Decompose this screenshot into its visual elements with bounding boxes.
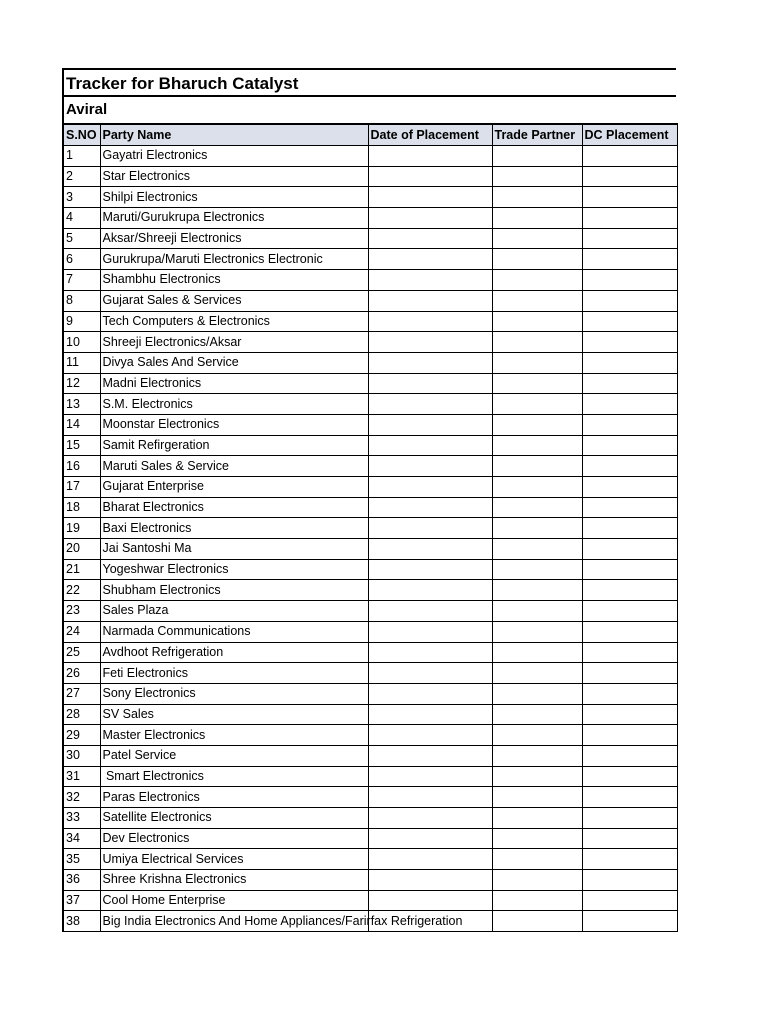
cell-dc-placement[interactable] [582, 642, 677, 663]
table-row [63, 704, 677, 725]
cell-party-name[interactable] [100, 394, 368, 415]
cell-dc-placement[interactable] [582, 911, 677, 932]
cell-dc-placement[interactable] [582, 146, 677, 167]
cell-party-name[interactable] [100, 187, 368, 208]
party-name-text: Shreeji Electronics/Aksar [102, 334, 242, 349]
cell-trade-partner[interactable] [492, 228, 582, 249]
cell-dc-placement[interactable] [582, 249, 677, 270]
cell-date-of-placement[interactable] [368, 208, 492, 229]
cell-party-name[interactable] [100, 849, 368, 870]
cell-trade-partner[interactable] [492, 725, 582, 746]
party-name-text: Shambhu Electronics [102, 272, 221, 287]
table-row [63, 332, 677, 353]
cell-trade-partner[interactable] [492, 249, 582, 270]
cell-date-of-placement[interactable] [368, 146, 492, 167]
cell-sno[interactable]: 10 [63, 332, 100, 353]
cell-sno[interactable]: 8 [63, 290, 100, 311]
table-row [63, 725, 677, 746]
party-name-text: Feti Electronics [102, 665, 188, 680]
cell-dc-placement[interactable] [582, 828, 677, 849]
cell-dc-placement[interactable] [582, 683, 677, 704]
cell-trade-partner[interactable] [492, 601, 582, 622]
cell-sno[interactable]: 7 [63, 270, 100, 291]
cell-trade-partner[interactable] [492, 146, 582, 167]
table-row [63, 518, 677, 539]
party-name-text: Baxi Electronics [102, 520, 192, 535]
cell-trade-partner[interactable] [492, 808, 582, 829]
table-row [63, 890, 677, 911]
cell-sno[interactable]: 35 [63, 849, 100, 870]
cell-trade-partner[interactable] [492, 290, 582, 311]
cell-trade-partner[interactable] [492, 559, 582, 580]
cell-dc-placement[interactable] [582, 766, 677, 787]
cell-party-name[interactable] [100, 208, 368, 229]
party-name-text: Gayatri Electronics [102, 148, 208, 163]
cell-party-name[interactable] [100, 539, 368, 560]
cell-dc-placement[interactable] [582, 601, 677, 622]
table-row [63, 828, 677, 849]
party-name-text: Dev Electronics [102, 831, 190, 846]
cell-trade-partner[interactable] [492, 704, 582, 725]
cell-sno[interactable]: 38 [63, 911, 100, 932]
cell-dc-placement[interactable] [582, 228, 677, 249]
cell-date-of-placement[interactable] [368, 394, 492, 415]
cell-sno[interactable]: 34 [63, 828, 100, 849]
cell-party-name[interactable] [100, 890, 368, 911]
table-row [63, 249, 677, 270]
cell-party-name[interactable] [100, 642, 368, 663]
cell-dc-placement[interactable] [582, 559, 677, 580]
cell-sno[interactable]: 21 [63, 559, 100, 580]
cell-sno[interactable]: 32 [63, 787, 100, 808]
cell-date-of-placement[interactable] [368, 166, 492, 187]
cell-date-of-placement[interactable] [368, 828, 492, 849]
tracker-table [62, 123, 678, 932]
party-name-text: Moonstar Electronics [102, 417, 220, 432]
cell-sno[interactable]: 30 [63, 745, 100, 766]
cell-party-name[interactable] [100, 808, 368, 829]
cell-date-of-placement[interactable] [368, 414, 492, 435]
table-row [63, 580, 677, 601]
column-header-trade-partner[interactable]: Trade Partner [492, 124, 582, 146]
cell-trade-partner[interactable] [492, 539, 582, 560]
cell-party-name[interactable] [100, 228, 368, 249]
table-row [63, 663, 677, 684]
table-row [63, 766, 677, 787]
cell-dc-placement[interactable] [582, 332, 677, 353]
cell-party-name[interactable] [100, 725, 368, 746]
cell-party-name[interactable] [100, 249, 368, 270]
cell-sno[interactable]: 14 [63, 414, 100, 435]
cell-party-name[interactable] [100, 311, 368, 332]
party-name-text: Master Electronics [102, 727, 206, 742]
table-row [63, 745, 677, 766]
cell-trade-partner[interactable] [492, 394, 582, 415]
cell-date-of-placement[interactable] [368, 808, 492, 829]
table-row [63, 311, 677, 332]
cell-party-name[interactable] [100, 683, 368, 704]
cell-dc-placement[interactable] [582, 849, 677, 870]
cell-party-name[interactable] [100, 870, 368, 891]
party-name-text: Samit Refirgeration [102, 437, 210, 452]
cell-sno[interactable]: 16 [63, 456, 100, 477]
cell-sno[interactable]: 2 [63, 166, 100, 187]
party-name-text: Gurukrupa/Maruti Electronics Electronic [102, 251, 323, 266]
cell-party-name[interactable] [100, 270, 368, 291]
cell-trade-partner[interactable] [492, 890, 582, 911]
cell-trade-partner[interactable] [492, 787, 582, 808]
party-name-text: Bharat Electronics [102, 500, 204, 515]
cell-dc-placement[interactable] [582, 890, 677, 911]
cell-date-of-placement[interactable] [368, 601, 492, 622]
cell-trade-partner[interactable] [492, 497, 582, 518]
party-name-text: SV Sales [102, 706, 154, 721]
cell-date-of-placement[interactable] [368, 683, 492, 704]
cell-sno[interactable]: 28 [63, 704, 100, 725]
cell-sno[interactable]: 25 [63, 642, 100, 663]
party-name-text: Patel Service [102, 748, 177, 763]
cell-sno[interactable]: 27 [63, 683, 100, 704]
table-row [63, 683, 677, 704]
cell-date-of-placement[interactable] [368, 559, 492, 580]
cell-date-of-placement[interactable] [368, 373, 492, 394]
table-row [63, 290, 677, 311]
cell-party-name[interactable] [100, 621, 368, 642]
table-row [63, 601, 677, 622]
cell-date-of-placement[interactable] [368, 870, 492, 891]
column-header-date-of-placement[interactable]: Date of Placement [368, 124, 492, 146]
cell-sno[interactable]: 17 [63, 477, 100, 498]
cell-party-name[interactable] [100, 290, 368, 311]
party-name-text: Narmada Communications [102, 624, 251, 639]
cell-party-name[interactable] [100, 456, 368, 477]
party-name-text: Sony Electronics [102, 686, 196, 701]
party-name-text: Cool Home Enterprise [102, 893, 226, 908]
sheet-subtitle: Aviral [62, 97, 676, 123]
party-name-text: Satellite Electronics [102, 810, 212, 825]
cell-date-of-placement[interactable] [368, 270, 492, 291]
party-name-text: Gujarat Sales & Services [102, 293, 242, 308]
cell-dc-placement[interactable] [582, 663, 677, 684]
cell-trade-partner[interactable] [492, 435, 582, 456]
cell-party-name[interactable] [100, 435, 368, 456]
party-name-text: Sales Plaza [102, 603, 169, 618]
cell-trade-partner[interactable] [492, 311, 582, 332]
table-row [63, 559, 677, 580]
cell-date-of-placement[interactable] [368, 642, 492, 663]
party-name-text: Shilpi Electronics [102, 189, 198, 204]
cell-date-of-placement[interactable] [368, 787, 492, 808]
cell-sno[interactable]: 18 [63, 497, 100, 518]
cell-sno[interactable]: 15 [63, 435, 100, 456]
cell-trade-partner[interactable] [492, 332, 582, 353]
cell-sno[interactable]: 36 [63, 870, 100, 891]
cell-dc-placement[interactable] [582, 187, 677, 208]
cell-date-of-placement[interactable] [368, 766, 492, 787]
cell-trade-partner[interactable] [492, 683, 582, 704]
table-row [63, 456, 677, 477]
cell-party-name[interactable] [100, 745, 368, 766]
party-name-text: S.M. Electronics [102, 396, 193, 411]
cell-party-name[interactable] [100, 828, 368, 849]
cell-trade-partner[interactable] [492, 518, 582, 539]
cell-trade-partner[interactable] [492, 745, 582, 766]
party-name-text: Aksar/Shreeji Electronics [102, 231, 242, 246]
table-row [63, 849, 677, 870]
cell-date-of-placement[interactable] [368, 849, 492, 870]
cell-dc-placement[interactable] [582, 208, 677, 229]
cell-trade-partner[interactable] [492, 663, 582, 684]
cell-sno[interactable]: 22 [63, 580, 100, 601]
table-row [63, 911, 677, 932]
table-row [63, 497, 677, 518]
cell-party-name[interactable] [100, 146, 368, 167]
cell-trade-partner[interactable] [492, 187, 582, 208]
cell-trade-partner[interactable] [492, 166, 582, 187]
cell-party-name[interactable] [100, 332, 368, 353]
party-name-text: Smart Electronics [102, 768, 204, 783]
cell-date-of-placement[interactable] [368, 497, 492, 518]
cell-trade-partner[interactable] [492, 414, 582, 435]
table-row [63, 352, 677, 373]
sheet-title: Tracker for Bharuch Catalyst [62, 68, 676, 97]
cell-date-of-placement[interactable] [368, 518, 492, 539]
cell-date-of-placement[interactable] [368, 580, 492, 601]
cell-dc-placement[interactable] [582, 580, 677, 601]
cell-date-of-placement[interactable] [368, 745, 492, 766]
cell-sno[interactable]: 23 [63, 601, 100, 622]
column-header-party-name[interactable]: Party Name [100, 124, 368, 146]
cell-date-of-placement[interactable] [368, 228, 492, 249]
cell-dc-placement[interactable] [582, 290, 677, 311]
cell-dc-placement[interactable] [582, 745, 677, 766]
party-name-text: Avdhoot Refrigeration [102, 644, 224, 659]
cell-date-of-placement[interactable] [368, 890, 492, 911]
cell-dc-placement[interactable] [582, 270, 677, 291]
cell-party-name[interactable] [100, 559, 368, 580]
party-name-text: Umiya Electrical Services [102, 851, 244, 866]
header-row [63, 124, 677, 146]
party-name-text: Divya Sales And Service [102, 355, 239, 370]
cell-date-of-placement[interactable] [368, 435, 492, 456]
column-header-sno[interactable]: S.NO [63, 124, 100, 146]
cell-trade-partner[interactable] [492, 270, 582, 291]
cell-dc-placement[interactable] [582, 456, 677, 477]
cell-party-name[interactable] [100, 580, 368, 601]
cell-sno[interactable]: 26 [63, 663, 100, 684]
party-name-text: Jai Santoshi Ma [102, 541, 192, 556]
cell-dc-placement[interactable] [582, 373, 677, 394]
cell-party-name[interactable] [100, 166, 368, 187]
cell-party-name[interactable] [100, 601, 368, 622]
party-name-text: Tech Computers & Electronics [102, 313, 270, 328]
cell-sno[interactable]: 20 [63, 539, 100, 560]
cell-dc-placement[interactable] [582, 414, 677, 435]
cell-dc-placement[interactable] [582, 518, 677, 539]
table-row [63, 187, 677, 208]
cell-party-name[interactable] [100, 373, 368, 394]
cell-sno[interactable]: 4 [63, 208, 100, 229]
party-name-text: Paras Electronics [102, 789, 200, 804]
cell-sno[interactable]: 1 [63, 146, 100, 167]
cell-trade-partner[interactable] [492, 477, 582, 498]
party-name-text: Big India Electronics And Home Appliances/Farirfax Refrigeration [102, 913, 463, 928]
cell-sno[interactable]: 9 [63, 311, 100, 332]
table-body [63, 146, 677, 932]
cell-party-name[interactable] [100, 518, 368, 539]
cell-dc-placement[interactable] [582, 311, 677, 332]
cell-dc-placement[interactable] [582, 539, 677, 560]
cell-dc-placement[interactable] [582, 870, 677, 891]
cell-sno[interactable]: 24 [63, 621, 100, 642]
cell-date-of-placement[interactable] [368, 311, 492, 332]
cell-party-name[interactable] [100, 663, 368, 684]
cell-sno[interactable]: 11 [63, 352, 100, 373]
party-name-text: Gujarat Enterprise [102, 479, 204, 494]
cell-date-of-placement[interactable] [368, 352, 492, 373]
cell-trade-partner[interactable] [492, 621, 582, 642]
cell-date-of-placement[interactable] [368, 539, 492, 560]
cell-dc-placement[interactable] [582, 621, 677, 642]
table-row [63, 394, 677, 415]
table-row [63, 539, 677, 560]
table-row [63, 621, 677, 642]
table-row [63, 435, 677, 456]
table-row [63, 642, 677, 663]
cell-trade-partner[interactable] [492, 642, 582, 663]
table-row [63, 146, 677, 167]
party-name-text: Yogeshwar Electronics [102, 562, 229, 577]
tracker-sheet [62, 68, 676, 932]
cell-dc-placement[interactable] [582, 166, 677, 187]
cell-dc-placement[interactable] [582, 352, 677, 373]
table-row [63, 228, 677, 249]
cell-dc-placement[interactable] [582, 435, 677, 456]
cell-date-of-placement[interactable] [368, 725, 492, 746]
table-row [63, 870, 677, 891]
cell-date-of-placement[interactable] [368, 187, 492, 208]
table-row [63, 477, 677, 498]
cell-trade-partner[interactable] [492, 208, 582, 229]
cell-trade-partner[interactable] [492, 352, 582, 373]
cell-party-name[interactable] [100, 477, 368, 498]
cell-date-of-placement[interactable] [368, 249, 492, 270]
table-row [63, 808, 677, 829]
cell-dc-placement[interactable] [582, 787, 677, 808]
cell-party-name[interactable] [100, 704, 368, 725]
cell-trade-partner[interactable] [492, 828, 582, 849]
party-name-text: Maruti Sales & Service [102, 458, 229, 473]
cell-dc-placement[interactable] [582, 808, 677, 829]
cell-party-name[interactable] [100, 766, 368, 787]
party-name-text: Shree Krishna Electronics [102, 872, 247, 887]
cell-sno[interactable]: 12 [63, 373, 100, 394]
table-row [63, 373, 677, 394]
cell-date-of-placement[interactable] [368, 621, 492, 642]
cell-trade-partner[interactable] [492, 580, 582, 601]
cell-sno[interactable]: 19 [63, 518, 100, 539]
cell-party-name[interactable] [100, 911, 463, 932]
table-row [63, 270, 677, 291]
cell-date-of-placement[interactable] [368, 663, 492, 684]
cell-party-name[interactable] [100, 787, 368, 808]
cell-sno[interactable]: 3 [63, 187, 100, 208]
party-name-text: Maruti/Gurukrupa Electronics [102, 210, 265, 225]
cell-trade-partner[interactable] [492, 911, 582, 932]
party-name-text: Madni Electronics [102, 375, 202, 390]
cell-trade-partner[interactable] [492, 456, 582, 477]
cell-party-name[interactable] [100, 414, 368, 435]
cell-date-of-placement[interactable] [368, 477, 492, 498]
column-header-dc-placement[interactable]: DC Placement [582, 124, 677, 146]
cell-trade-partner[interactable] [492, 373, 582, 394]
cell-sno[interactable]: 31 [63, 766, 100, 787]
cell-dc-placement[interactable] [582, 704, 677, 725]
cell-trade-partner[interactable] [492, 849, 582, 870]
table-row [63, 166, 677, 187]
party-name-text: Star Electronics [102, 169, 191, 184]
cell-sno[interactable]: 33 [63, 808, 100, 829]
cell-dc-placement[interactable] [582, 394, 677, 415]
cell-date-of-placement[interactable] [368, 704, 492, 725]
cell-date-of-placement[interactable] [368, 332, 492, 353]
cell-date-of-placement[interactable] [368, 456, 492, 477]
table-row [63, 414, 677, 435]
cell-sno[interactable]: 29 [63, 725, 100, 746]
table-row [63, 208, 677, 229]
cell-trade-partner[interactable] [492, 766, 582, 787]
cell-trade-partner[interactable] [492, 870, 582, 891]
cell-date-of-placement[interactable] [368, 290, 492, 311]
cell-dc-placement[interactable] [582, 477, 677, 498]
party-name-text: Shubham Electronics [102, 582, 221, 597]
cell-party-name[interactable] [100, 497, 368, 518]
cell-sno[interactable]: 13 [63, 394, 100, 415]
cell-sno[interactable]: 5 [63, 228, 100, 249]
cell-dc-placement[interactable] [582, 725, 677, 746]
cell-sno[interactable]: 37 [63, 890, 100, 911]
cell-dc-placement[interactable] [582, 497, 677, 518]
cell-sno[interactable]: 6 [63, 249, 100, 270]
table-row [63, 787, 677, 808]
cell-party-name[interactable] [100, 352, 368, 373]
